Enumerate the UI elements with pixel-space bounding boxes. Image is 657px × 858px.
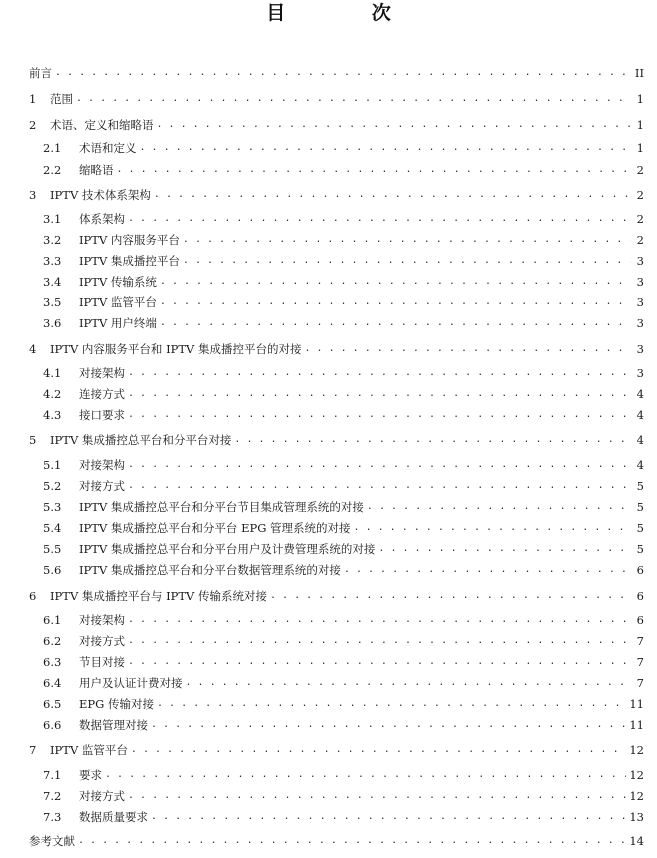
toc-entry[interactable] [43, 716, 644, 732]
toc-entry-page: 14 [629, 834, 644, 848]
toc-entry-page: 4 [636, 408, 644, 422]
toc-entry[interactable] [29, 741, 644, 757]
toc-dot-leader [128, 458, 631, 472]
toc-entry[interactable] [43, 406, 644, 422]
toc-entry-page: 5 [636, 542, 644, 556]
toc-entry-number: 5.6 [43, 563, 62, 577]
toc-entry[interactable] [43, 210, 644, 226]
toc-entry-page: 3 [636, 254, 644, 268]
toc-dot-leader [131, 743, 626, 757]
toc-entry[interactable] [43, 653, 644, 669]
toc-entry-number: 6.1 [43, 613, 62, 627]
toc-entry-page: 3 [636, 366, 644, 380]
toc-entry-title: 范围 [50, 92, 73, 106]
toc-dot-leader [128, 212, 631, 226]
toc-entry-page: 3 [636, 275, 644, 289]
toc-entry-page: 4 [636, 387, 644, 401]
toc-entry[interactable] [43, 498, 644, 514]
toc-entry[interactable] [29, 587, 644, 603]
toc-entry-page: 3 [636, 295, 644, 309]
toc-entry-title: 对接方式 [79, 789, 125, 803]
toc-entry-title: 缩略语 [79, 163, 114, 177]
toc-entry-page: 2 [636, 212, 644, 226]
toc-entry[interactable] [43, 293, 644, 309]
toc-entry-number: 5.1 [43, 458, 62, 472]
toc-entry-page: 11 [629, 697, 644, 711]
toc-entry[interactable] [43, 561, 644, 577]
toc-entry-title: EPG 传输对接 [79, 697, 154, 711]
toc-entry-number: 7.3 [43, 810, 62, 824]
toc-dot-leader [157, 697, 626, 711]
toc-dot-leader [117, 163, 632, 177]
toc-entry-page: 2 [636, 163, 644, 177]
toc-entry-title: IPTV 集成播控平台与 IPTV 传输系统对接 [50, 589, 267, 603]
toc-entry-title: IPTV 集成播控总平台和分平台数据管理系统的对接 [79, 563, 341, 577]
toc-entry-title: 术语和定义 [79, 141, 137, 155]
toc-entry-title: 体系架构 [79, 212, 125, 226]
toc-entry-title: 数据管理对接 [79, 718, 148, 732]
toc-entry-number: 5 [29, 433, 37, 447]
toc-entry[interactable] [43, 314, 644, 330]
toc-dot-leader [140, 141, 632, 155]
toc-entry-number: 6 [29, 589, 37, 603]
toc-entry-title: IPTV 集成播控平台 [79, 254, 180, 268]
toc-entry-title: 对接架构 [79, 613, 125, 627]
toc-entry[interactable] [43, 611, 644, 627]
toc-entry-number: 7 [29, 743, 37, 757]
toc-entry-number: 6.4 [43, 676, 62, 690]
toc-dot-leader [367, 500, 631, 514]
toc-entry-page: 5 [636, 479, 644, 493]
toc-entry-number: 4 [29, 342, 37, 356]
toc-entry-number: 3.4 [43, 275, 62, 289]
toc-dot-leader [344, 563, 631, 577]
toc-entry-title: IPTV 监管平台 [79, 295, 157, 309]
toc-entry-page: 2 [636, 233, 644, 247]
toc-dot-leader [270, 589, 631, 603]
toc-entry-title: 对接方式 [79, 479, 125, 493]
toc-entry-number: 3 [29, 188, 37, 202]
toc-entry[interactable] [43, 540, 644, 556]
toc-entry[interactable] [29, 832, 644, 848]
toc-dot-leader [304, 342, 631, 356]
toc-entry-title: 连接方式 [79, 387, 125, 401]
toc-dot-leader [183, 233, 631, 247]
toc-entry[interactable] [43, 808, 644, 824]
toc-entry[interactable] [29, 116, 644, 132]
toc-entry-title: 要求 [79, 768, 102, 782]
toc-dot-leader [160, 295, 631, 309]
toc-entry-number: 5.4 [43, 521, 62, 535]
toc-entry-number: 3.3 [43, 254, 62, 268]
toc-entry[interactable] [29, 431, 644, 447]
toc-entry[interactable] [43, 674, 644, 690]
toc-entry-page: 6 [636, 563, 644, 577]
toc-entry-page: 13 [629, 810, 644, 824]
toc-entry-page: 12 [629, 768, 644, 782]
toc-entry[interactable] [43, 519, 644, 535]
toc-entry[interactable] [29, 64, 644, 80]
toc-entry-number: 7.2 [43, 789, 62, 803]
toc-entry[interactable] [43, 385, 644, 401]
toc-entry[interactable] [29, 186, 644, 202]
toc-entry[interactable] [43, 787, 644, 803]
toc-entry[interactable] [43, 477, 644, 493]
toc-dot-leader [151, 718, 626, 732]
toc-dot-leader [151, 810, 626, 824]
toc-dot-leader [234, 433, 631, 447]
toc-entry-page: 5 [636, 500, 644, 514]
toc-entry-title: IPTV 技术体系架构 [50, 188, 151, 202]
toc-entry[interactable] [29, 340, 644, 356]
toc-entry-page: 4 [636, 458, 644, 472]
toc-dot-leader [128, 655, 631, 669]
toc-dot-leader [160, 275, 631, 289]
toc-entry[interactable] [43, 364, 644, 380]
toc-dot-leader [128, 387, 631, 401]
toc-entry-page: 3 [636, 316, 644, 330]
toc-entry[interactable] [43, 161, 644, 177]
toc-dot-leader [354, 521, 631, 535]
toc-entry-title: IPTV 用户终端 [79, 316, 157, 330]
toc-entry-page: 5 [636, 521, 644, 535]
toc-dot-leader [186, 676, 632, 690]
toc-entry-number: 3.5 [43, 295, 62, 309]
toc-dot-leader [78, 834, 626, 848]
toc-entry-page: 7 [636, 634, 644, 648]
toc-entry-number: 6.3 [43, 655, 62, 669]
toc-entry-title: IPTV 传输系统 [79, 275, 157, 289]
toc-dot-leader [128, 789, 626, 803]
toc-entry-page: 4 [636, 433, 644, 447]
toc-entry[interactable] [43, 632, 644, 648]
toc-entry-title: 前言 [29, 66, 52, 80]
toc-entry-page: 6 [636, 589, 644, 603]
toc-dot-leader [128, 366, 631, 380]
toc-entry[interactable] [43, 231, 644, 247]
toc-entry-title: 对接架构 [79, 458, 125, 472]
toc-entry-page: 12 [629, 789, 644, 803]
toc-entry[interactable] [43, 139, 644, 155]
toc-entry-number: 4.2 [43, 387, 62, 401]
toc-entry-page: 1 [636, 92, 644, 106]
toc-entry-number: 3.2 [43, 233, 62, 247]
toc-entry-title: 接口要求 [79, 408, 125, 422]
toc-entry-number: 2 [29, 118, 37, 132]
toc-entry-page: 11 [629, 718, 644, 732]
toc-entry-page: 1 [636, 118, 644, 132]
toc-entry[interactable] [43, 273, 644, 289]
toc-entry-number: 3.1 [43, 212, 62, 226]
toc-entry-number: 6.6 [43, 718, 62, 732]
toc-entry-page: 6 [636, 613, 644, 627]
toc-entry-page: 7 [636, 655, 644, 669]
toc-dot-leader [55, 66, 631, 80]
toc-entry-number: 2.1 [43, 141, 62, 155]
toc-entry-number: 4.3 [43, 408, 62, 422]
toc-entry[interactable] [43, 252, 644, 268]
toc-dot-leader [160, 316, 631, 330]
toc-entry-page: 3 [636, 342, 644, 356]
toc-dot-leader [76, 92, 631, 106]
toc-entry-title: 数据质量要求 [79, 810, 148, 824]
toc-entry-number: 6.5 [43, 697, 62, 711]
toc-dot-leader [154, 188, 631, 202]
toc-entry-number: 3.6 [43, 316, 62, 330]
toc-dot-leader [128, 634, 631, 648]
toc-dot-leader [157, 118, 632, 132]
toc-entry-page: 12 [629, 743, 644, 757]
toc-entry-number: 2.2 [43, 163, 62, 177]
toc-dot-leader [128, 408, 631, 422]
toc-entry-title: IPTV 内容服务平台 [79, 233, 180, 247]
toc-dot-leader [183, 254, 631, 268]
toc-entry-number: 4.1 [43, 366, 62, 380]
toc-entry-title: 对接方式 [79, 634, 125, 648]
toc-entry-page: 2 [636, 188, 644, 202]
toc-entry-number: 5.2 [43, 479, 62, 493]
toc-entry-number: 6.2 [43, 634, 62, 648]
toc-entry[interactable] [29, 90, 644, 106]
toc-entry-title: IPTV 集成播控总平台和分平台 EPG 管理系统的对接 [79, 521, 351, 535]
toc-entry-number: 7.1 [43, 768, 62, 782]
toc-entry-page: II [634, 66, 644, 80]
toc-entry-title: IPTV 集成播控总平台和分平台节目集成管理系统的对接 [79, 500, 364, 514]
toc-entry-page: 1 [636, 141, 644, 155]
toc-entry[interactable] [43, 456, 644, 472]
toc-entry-title: 节目对接 [79, 655, 125, 669]
toc-entry[interactable] [43, 695, 644, 711]
toc-dot-leader [128, 613, 631, 627]
toc-entry-title: 用户及认证计费对接 [79, 676, 183, 690]
toc-entry-number: 5.5 [43, 542, 62, 556]
toc-dot-leader [105, 768, 626, 782]
toc-dot-leader [378, 542, 631, 556]
toc-entry[interactable] [43, 766, 644, 782]
toc-entry-title: IPTV 集成播控总平台和分平台对接 [50, 433, 232, 447]
page-title: 目 次 [266, 2, 431, 24]
toc-dot-leader [128, 479, 631, 493]
toc-entry-page: 7 [636, 676, 644, 690]
toc-entry-title: IPTV 内容服务平台和 IPTV 集成播控平台的对接 [50, 342, 302, 356]
toc-entry-title: IPTV 集成播控总平台和分平台用户及计费管理系统的对接 [79, 542, 376, 556]
toc-entry-number: 1 [29, 92, 37, 106]
toc-entry-title: 术语、定义和缩略语 [50, 118, 154, 132]
toc-entry-title: 对接架构 [79, 366, 125, 380]
toc-entry-title: IPTV 监管平台 [50, 743, 128, 757]
toc-entry-number: 5.3 [43, 500, 62, 514]
toc-entry-title: 参考文献 [29, 834, 75, 848]
